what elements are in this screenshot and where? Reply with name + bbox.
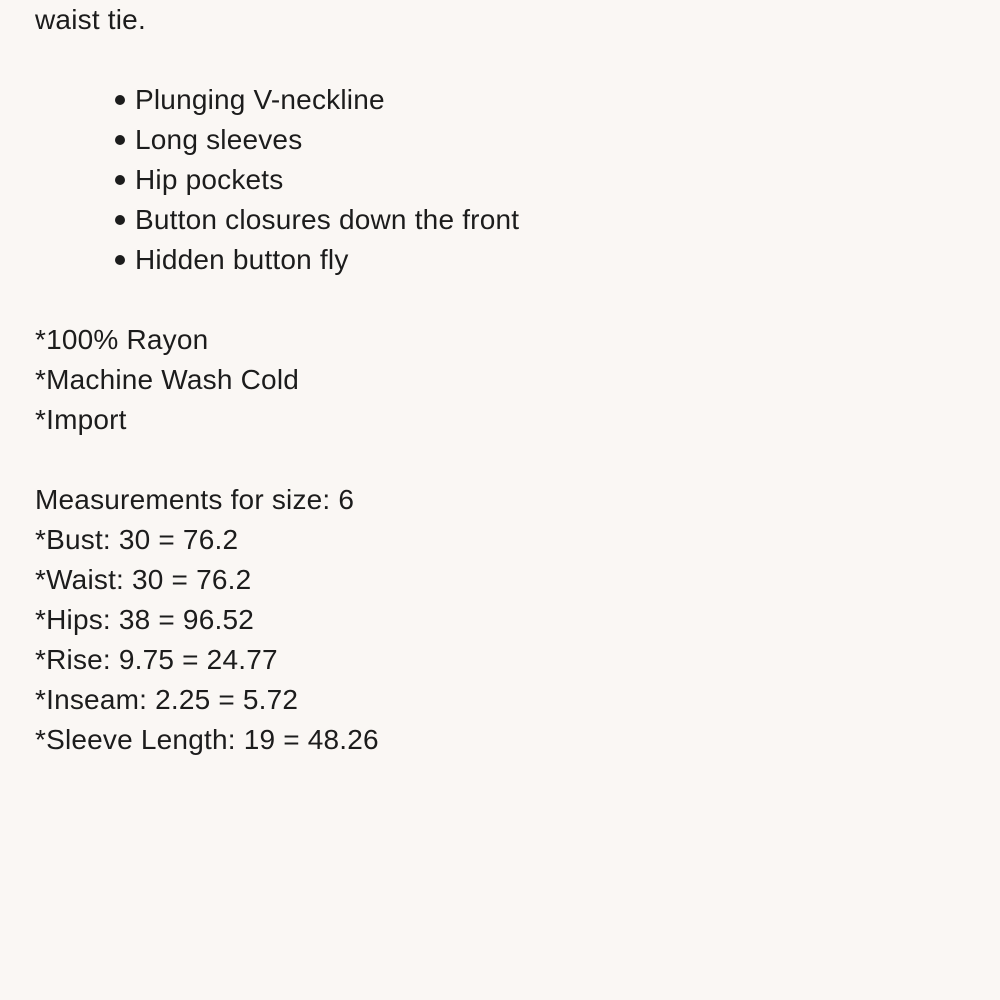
feature-item (115, 80, 519, 120)
bullet-icon (115, 215, 125, 225)
feature-text: Hidden button fly (135, 244, 349, 275)
measurement-waist: *Waist: 30 = 76.2 (35, 564, 252, 595)
material-text: *100% Rayon (35, 324, 209, 355)
feature-item (115, 120, 519, 160)
measurement-rise: *Rise: 9.75 = 24.77 (35, 644, 278, 675)
measurement-sleeve-length: *Sleeve Length: 19 = 48.26 (35, 724, 379, 755)
feature-text: Button closures down the front (135, 204, 520, 235)
feature-list (115, 80, 519, 280)
measurements-heading: Measurements for size: 6 (35, 484, 355, 515)
origin-text: *Import (35, 404, 127, 435)
care-text: *Machine Wash Cold (35, 364, 300, 395)
feature-item (115, 160, 519, 200)
feature-text: Plunging V-neckline (135, 84, 385, 115)
feature-text: Hip pockets (135, 164, 284, 195)
material-care-list (35, 320, 299, 440)
measurement-inseam: *Inseam: 2.25 = 5.72 (35, 684, 299, 715)
feature-item (115, 200, 519, 240)
description-text: waist tie. (35, 4, 146, 35)
measurement-bust: *Bust: 30 = 76.2 (35, 524, 239, 555)
bullet-icon (115, 95, 125, 105)
bullet-icon (115, 255, 125, 265)
measurement-hips: *Hips: 38 = 96.52 (35, 604, 254, 635)
feature-item (115, 240, 519, 280)
bullet-icon (115, 135, 125, 145)
feature-text: Long sleeves (135, 124, 303, 155)
measurements-section (35, 480, 379, 760)
bullet-icon (115, 175, 125, 185)
